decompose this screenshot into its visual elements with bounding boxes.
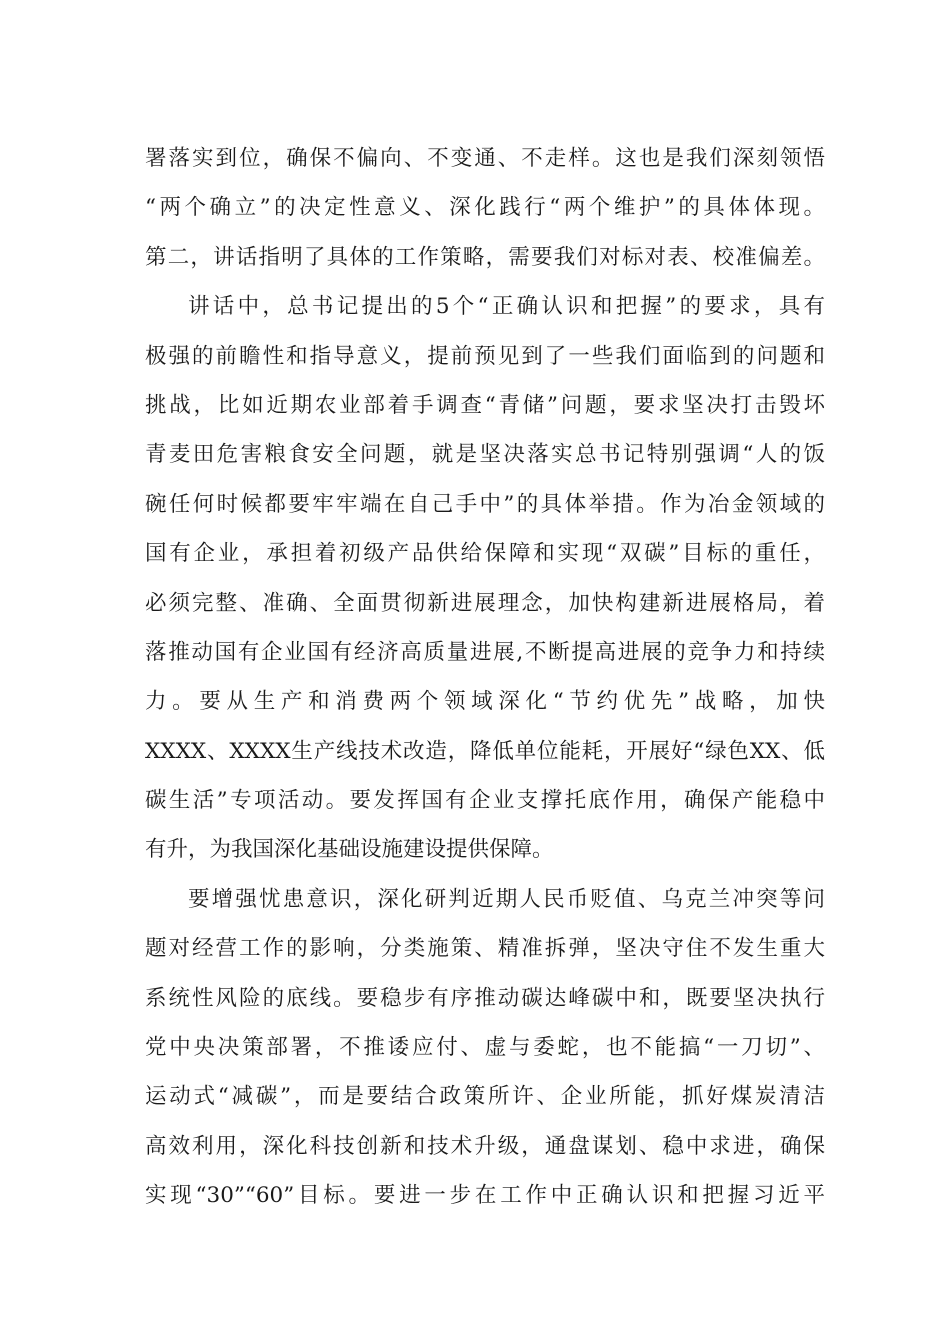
text-line-16-paragraph-start: 要增强忧患意识，深化研判近期人民币贬值、乌克兰冲突等问 [188, 886, 825, 912]
text-line-18: 系统性风险的底线。要稳步有序推动碳达峰碳中和，既要坚决执行 [145, 985, 825, 1011]
text-line-11: 落推动国有企业国有经济高质量进展,不断提高进展的竞争力和持续 [145, 639, 825, 665]
text-line-5: 极强的前瞻性和指导意义，提前预见到了一些我们面临到的问题和 [145, 343, 825, 369]
text-line-15-paragraph-end: 有升，为我国深化基础设施建设提供保障。 [145, 837, 554, 863]
text-line-20: 运动式“减碳”，而是要结合政策所许、企业所能，抓好煤炭清洁 [145, 1084, 825, 1110]
text-line-21: 高效利用，深化科技创新和技术升级，通盘谋划、稳中求进，确保 [145, 1133, 825, 1159]
text-line-10: 必须完整、准确、全面贯彻新进展理念，加快构建新进展格局，着 [145, 590, 825, 616]
text-line-3: 第二，讲话指明了具体的工作策略，需要我们对标对表、校准偏差。 [145, 244, 825, 270]
text-line-17: 题对经营工作的影响，分类施策、精准拆弹，坚决守住不发生重大 [145, 936, 825, 962]
text-line-1: 署落实到位，确保不偏向、不变通、不走样。这也是我们深刻领悟 [145, 146, 825, 171]
text-line-6: 挑战，比如近期农业部着手调查“青储”问题，要求坚决打击毁坏 [145, 392, 825, 418]
text-line-8: 碗任何时候都要牢牢端在自己手中”的具体举措。作为冶金领域的 [145, 491, 825, 517]
text-line-7: 青麦田危害粮食安全问题，就是坚决落实总书记特别强调“人的饭 [145, 442, 825, 468]
text-line-2: “两个确立”的决定性意义、深化践行“两个维护”的具体体现。 [145, 195, 825, 221]
text-line-13: XXXX、XXXX生产线技术改造，降低单位能耗，开展好“绿色XX、低 [145, 738, 825, 764]
text-line-4-paragraph-start: 讲话中，总书记提出的5个“正确认识和把握”的要求，具有 [188, 294, 825, 320]
body-text [145, 134, 825, 1221]
text-line-12: 力。要从生产和消费两个领域深化“节约优先”战略，加快 [145, 689, 825, 715]
text-line-22: 实现“30”“60”目标。要进一步在工作中正确认识和把握习近平 [145, 1183, 825, 1209]
text-line-14: 碳生活”专项活动。要发挥国有企业支撑托底作用，确保产能稳中 [145, 788, 825, 814]
text-line-9: 国有企业，承担着初级产品供给保障和实现“双碳”目标的重任， [145, 541, 825, 567]
text-line-19: 党中央决策部署，不推诿应付、虚与委蛇，也不能搞“一刀切”、 [145, 1035, 825, 1061]
